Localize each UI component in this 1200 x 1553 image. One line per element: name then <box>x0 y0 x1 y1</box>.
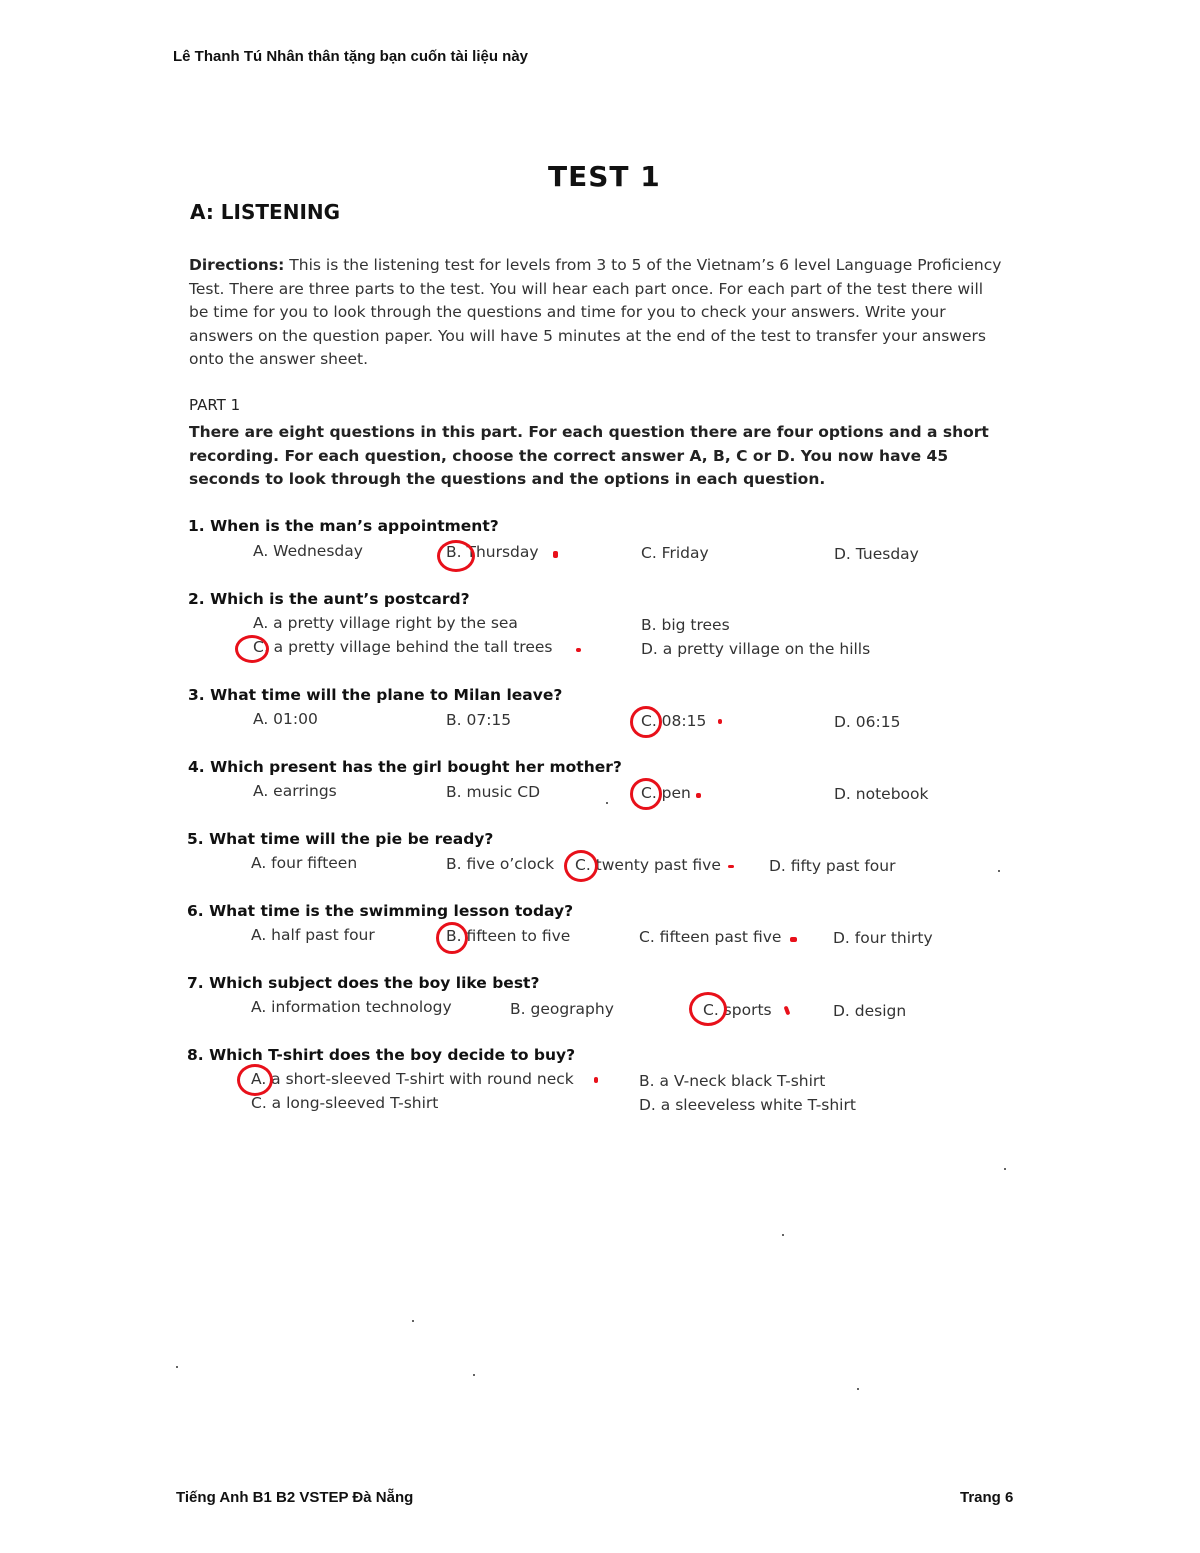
q7-option-c[interactable]: C. sports <box>703 1001 772 1019</box>
q8-option-d[interactable]: D. a sleeveless white T-shirt <box>639 1096 856 1114</box>
q3-option-d[interactable]: D. 06:15 <box>834 713 901 731</box>
q6-option-c[interactable]: C. fifteen past five <box>639 928 782 946</box>
answer-tick-q8 <box>594 1077 598 1083</box>
footer-page-number: Trang 6 <box>960 1489 1014 1506</box>
q4-option-b[interactable]: B. music CD <box>446 783 540 801</box>
q1-option-b[interactable]: B. Thursday <box>446 543 539 561</box>
directions-text: This is the listening test for levels from 3 to 5 of the Vietnam’s 6 level Language Proficiency Test. There are three parts to the test. You will hear each part once. For each part of the test there will be time for you to look through the questions and time for you to check your answers. Write your answers on the question paper. You will have 5 minutes at the end of the test to transfer your answers onto the answer sheet. <box>189 256 1002 368</box>
q2-option-d[interactable]: D. a pretty village on the hills <box>641 640 871 658</box>
answer-circle-q6 <box>436 922 468 954</box>
q5-option-a[interactable]: A. four fifteen <box>251 854 358 872</box>
scan-speck <box>857 1388 859 1390</box>
question-4: 4. Which present has the girl bought her mother? <box>188 758 622 776</box>
answer-circle-q8 <box>237 1064 273 1096</box>
question-1: 1. When is the man’s appointment? <box>188 517 499 535</box>
directions-paragraph <box>189 254 1004 372</box>
part-label: PART 1 <box>189 396 241 414</box>
q4-option-d[interactable]: D. notebook <box>834 785 929 803</box>
q3-option-a[interactable]: A. 01:00 <box>253 710 318 728</box>
answer-tick-q1 <box>553 551 558 558</box>
q8-option-c[interactable]: C. a long-sleeved T-shirt <box>251 1094 439 1112</box>
q7-option-a[interactable]: A. information technology <box>251 998 452 1016</box>
scan-speck <box>412 1320 414 1322</box>
q7-option-d[interactable]: D. design <box>833 1002 907 1020</box>
q6-option-a[interactable]: A. half past four <box>251 926 375 944</box>
answer-tick-q3 <box>718 719 722 724</box>
answer-tick-q2 <box>576 648 581 652</box>
q5-option-d[interactable]: D. fifty past four <box>769 857 896 875</box>
question-3: 3. What time will the plane to Milan leave? <box>188 686 563 704</box>
q1-option-d[interactable]: D. Tuesday <box>834 545 919 563</box>
q1-option-c[interactable]: C. Friday <box>641 544 709 562</box>
scan-speck <box>606 802 608 804</box>
q1-option-a[interactable]: A. Wednesday <box>253 542 363 560</box>
scan-speck <box>473 1374 475 1376</box>
answer-circle-q2 <box>235 635 269 663</box>
answer-circle-q7 <box>689 992 727 1026</box>
answer-tick-q7 <box>784 1006 791 1016</box>
q8-option-b[interactable]: B. a V-neck black T-shirt <box>639 1072 826 1090</box>
page-title: TEST 1 <box>548 160 661 193</box>
answer-tick-q5 <box>728 865 734 868</box>
q5-option-b[interactable]: B. five o’clock <box>446 855 555 873</box>
q7-option-b[interactable]: B. geography <box>510 1000 614 1018</box>
directions-label: Directions: <box>189 256 285 274</box>
answer-circle-q3 <box>630 706 662 738</box>
question-7: 7. Which subject does the boy like best? <box>187 974 540 992</box>
header-note: Lê Thanh Tú Nhân thân tặng bạn cuốn tài liệu này <box>173 48 529 65</box>
q4-option-a[interactable]: A. earrings <box>253 782 337 800</box>
q6-option-b[interactable]: B. fifteen to five <box>446 927 571 945</box>
question-5: 5. What time will the pie be ready? <box>187 830 494 848</box>
q5-option-c[interactable]: C. twenty past five <box>575 856 721 874</box>
answer-circle-q1 <box>437 540 475 572</box>
answer-circle-q5 <box>564 850 598 882</box>
scan-speck <box>1004 1168 1006 1170</box>
question-8: 8. Which T-shirt does the boy decide to buy? <box>187 1046 576 1064</box>
section-title: A: LISTENING <box>190 200 341 224</box>
q3-option-c[interactable]: C. 08:15 <box>641 712 707 730</box>
q8-option-a[interactable]: A. a short-sleeved T-shirt with round neck <box>251 1070 574 1088</box>
part-intro: There are eight questions in this part. For each question there are four options and a short recording. For each question, choose the correct answer A, B, C or D. You now have 45 seconds to look through the questions and the options in each question. <box>189 423 989 488</box>
q2-option-a[interactable]: A. a pretty village right by the sea <box>253 614 518 632</box>
scan-speck <box>176 1366 178 1368</box>
question-6: 6. What time is the swimming lesson today? <box>187 902 574 920</box>
answer-circle-q4 <box>630 778 662 810</box>
question-2: 2. Which is the aunt’s postcard? <box>188 590 470 608</box>
footer-book-title: Tiếng Anh B1 B2 VSTEP Đà Nẵng <box>176 1489 414 1506</box>
answer-tick-q6 <box>790 937 797 942</box>
q6-option-d[interactable]: D. four thirty <box>833 929 933 947</box>
q3-option-b[interactable]: B. 07:15 <box>446 711 512 729</box>
scan-speck <box>782 1234 784 1236</box>
q2-option-b[interactable]: B. big trees <box>641 616 730 634</box>
q4-option-c[interactable]: C. pen <box>641 784 691 802</box>
answer-tick-q4 <box>696 793 701 798</box>
scan-speck <box>998 870 1000 872</box>
q2-option-c[interactable]: C. a pretty village behind the tall trees <box>253 638 553 656</box>
